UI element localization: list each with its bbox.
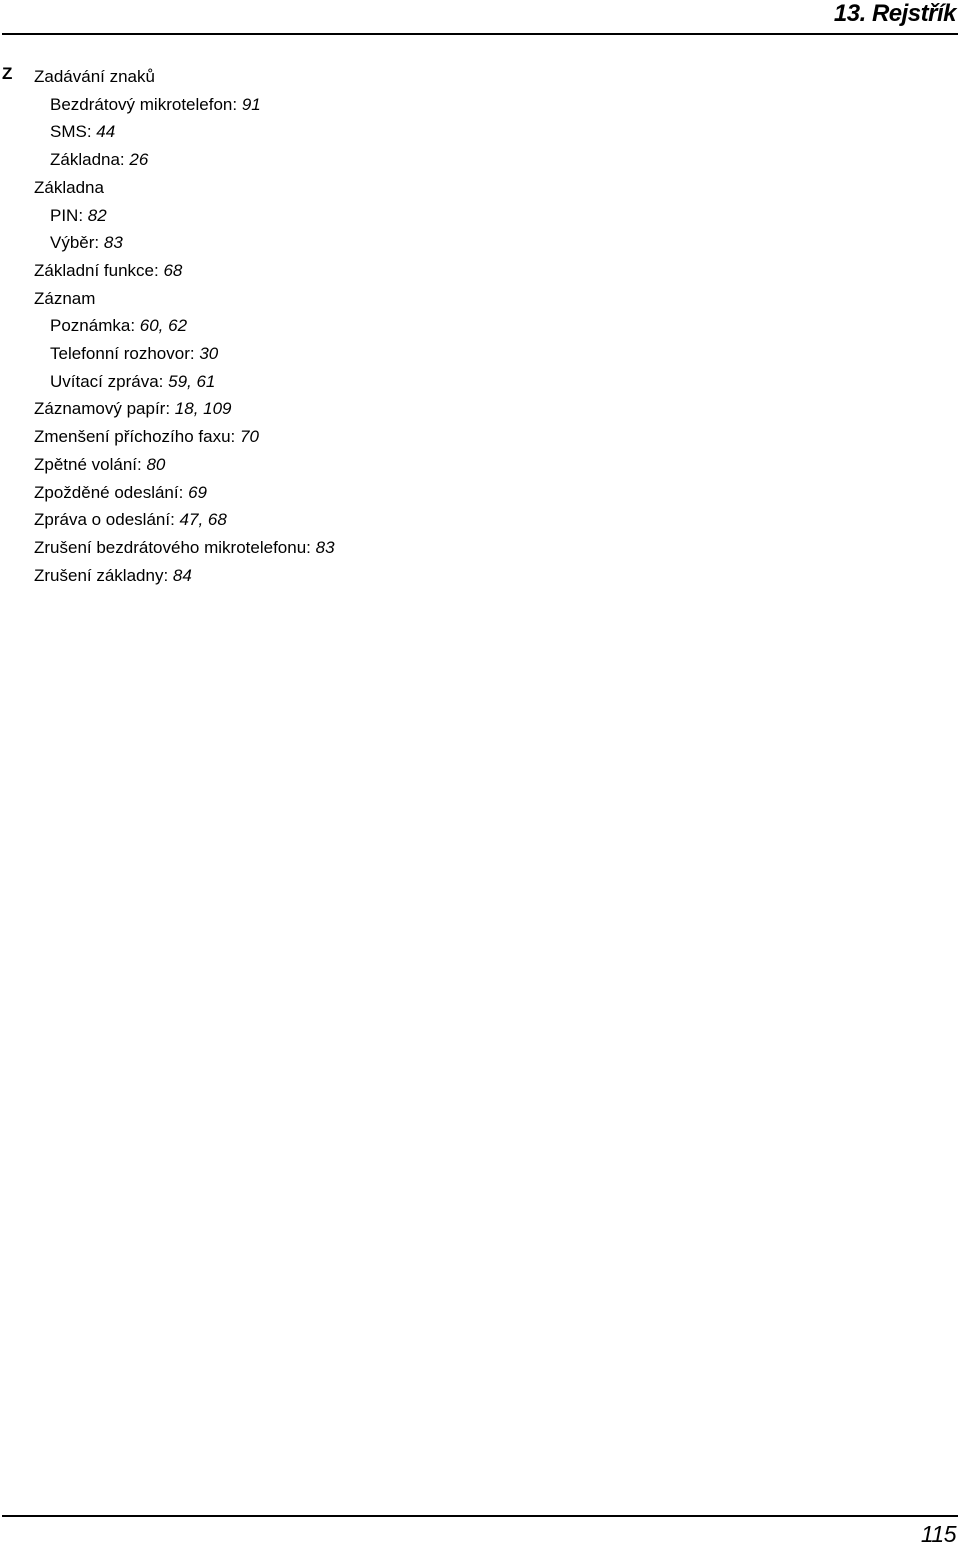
- entry-pages: 30: [199, 344, 219, 364]
- entry-text: PIN:: [50, 205, 88, 225]
- entry-pages: 47, 68: [179, 510, 227, 530]
- entry-text: Zadávání znaků: [34, 67, 155, 86]
- index-entry-main: [34, 451, 335, 479]
- index-entry-sub: [34, 91, 335, 119]
- footer-divider: [2, 1515, 958, 1517]
- index-entry-sub: [34, 229, 335, 257]
- entry-pages: 84: [172, 565, 192, 585]
- entry-pages: 18, 109: [174, 399, 232, 419]
- index-entry-list: [34, 63, 335, 589]
- index-entry-sub: [34, 340, 335, 368]
- entry-text: Zpráva o odeslání:: [34, 510, 180, 530]
- index-letter-heading: Z: [2, 64, 13, 83]
- entry-pages: 70: [240, 427, 259, 447]
- entry-text: Záznam: [34, 288, 96, 308]
- entry-text: Poznámka:: [50, 316, 140, 336]
- index-entry-main: [34, 506, 335, 534]
- index-entry-sub: [34, 312, 335, 340]
- entry-pages: 44: [96, 122, 116, 142]
- entry-text: SMS:: [50, 122, 97, 142]
- entry-text: Zpětné volání:: [34, 454, 147, 474]
- page-number: 115: [920, 1521, 956, 1547]
- index-entry-main: [34, 562, 335, 590]
- index-entry-main: [34, 174, 335, 202]
- index-entry-sub: [34, 118, 335, 146]
- entry-text: Základna: [34, 177, 104, 197]
- entry-text: Zrušení bezdrátového mikrotelefonu:: [34, 537, 316, 557]
- entry-pages: 60, 62: [139, 316, 188, 336]
- index-entry-main: [34, 534, 335, 562]
- entry-text: Zrušení základny:: [34, 565, 173, 585]
- entry-text: Telefonní rozhovor:: [50, 344, 200, 364]
- entry-text: Základní funkce:: [34, 260, 164, 280]
- entry-pages: 83: [103, 233, 123, 253]
- index-entry-sub: [34, 368, 335, 396]
- index-entry-main: [34, 479, 335, 507]
- entry-text: Výběr:: [50, 233, 104, 253]
- entry-pages: 91: [241, 94, 261, 114]
- entry-pages: 59, 61: [168, 371, 216, 391]
- index-entry-sub: [34, 146, 335, 174]
- entry-text: Zpožděné odeslání:: [34, 482, 189, 502]
- entry-pages: 68: [163, 260, 183, 280]
- index-entry-main: [34, 63, 335, 91]
- entry-pages: 26: [129, 150, 149, 170]
- entry-pages: 69: [188, 482, 207, 502]
- entry-pages: 80: [146, 454, 166, 474]
- index-entry-main: [34, 257, 335, 285]
- entry-pages: 82: [87, 205, 107, 225]
- index-entry-main: [34, 395, 335, 423]
- entry-text: Uvítací zpráva:: [50, 371, 169, 391]
- index-entry-sub: [34, 202, 335, 230]
- entry-text: Zmenšení příchozího faxu:: [34, 427, 240, 447]
- index-entry-main: [34, 423, 335, 451]
- entry-text: Základna:: [50, 150, 130, 170]
- header-divider: [2, 33, 958, 35]
- index-entry-main: [34, 285, 335, 313]
- entry-text: Záznamový papír:: [34, 399, 175, 419]
- entry-text: Bezdrátový mikrotelefon:: [50, 94, 242, 114]
- entry-pages: 83: [315, 537, 335, 557]
- section-title: 13. Rejstřík: [833, 0, 956, 27]
